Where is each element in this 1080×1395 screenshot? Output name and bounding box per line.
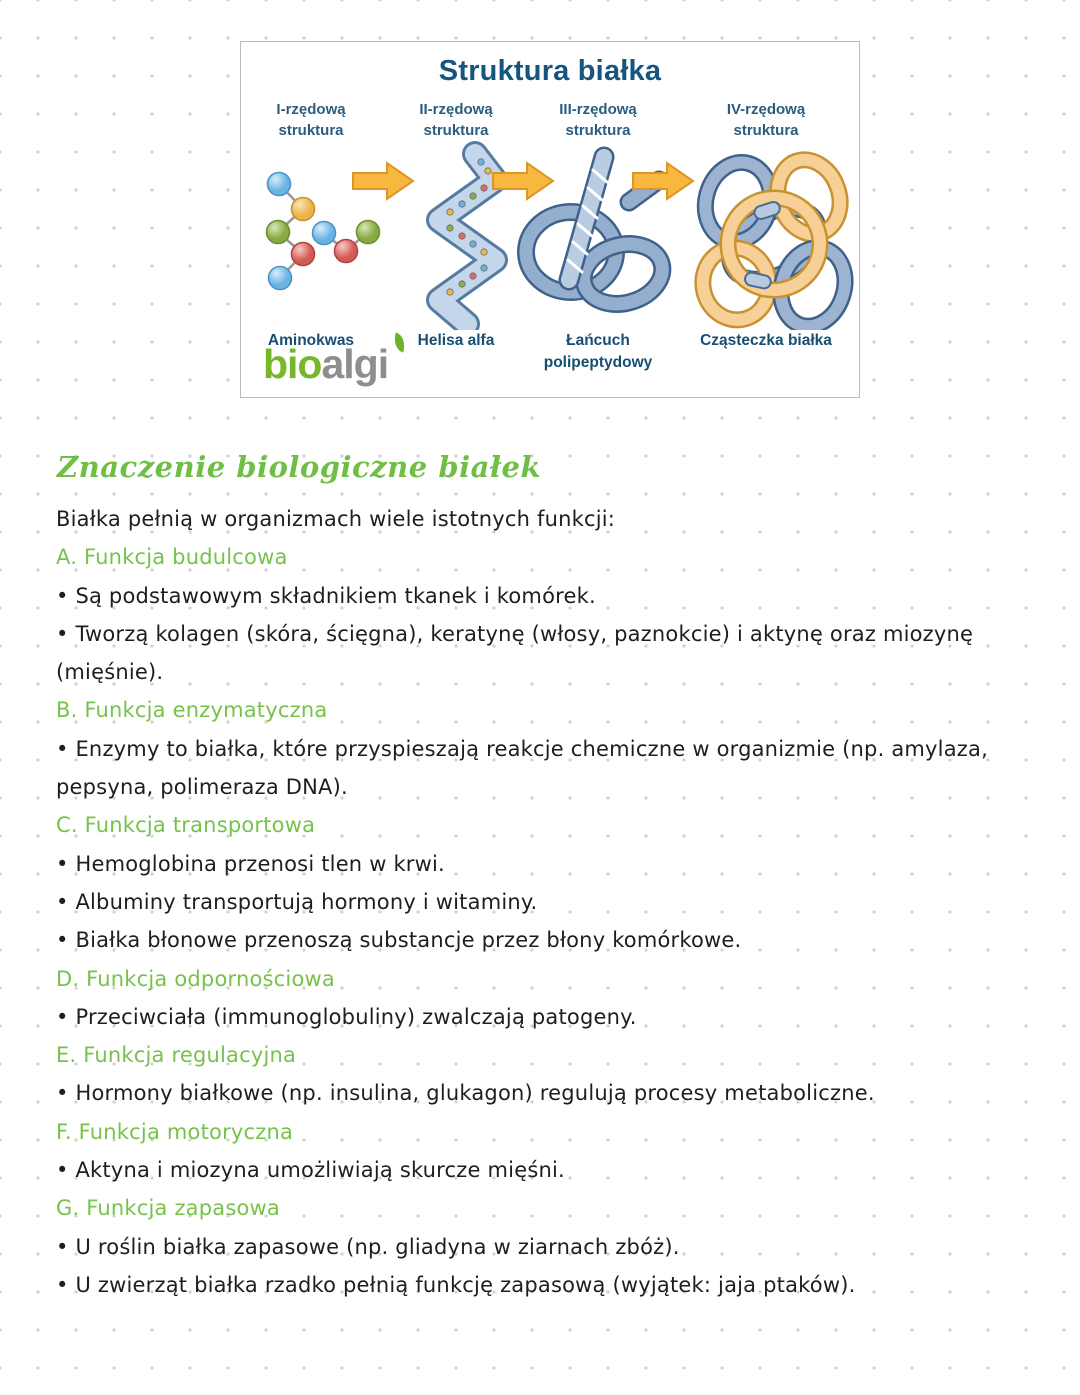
note-line: • Tworzą kolagen (skóra, ścięgna), keratynę (włosy, paznokcie) i aktynę oraz miozynę [56,621,974,646]
amino-acid-molecule-icon [267,173,380,290]
header-line: struktura [423,122,489,139]
protein-molecule-icon [696,151,855,330]
bioalgi-logo [263,340,388,388]
section-heading: D. Funkcja odpornościowa [56,966,335,991]
section-heading: C. Funkcja transportowa [56,813,316,838]
note-line: • U roślin białka zapasowe (np. gliadyna w ziarnach zbóż). [56,1234,680,1259]
section-heading: B. Funkcja enzymatyczna [56,698,328,723]
protein-structure-figure [240,41,860,398]
note-line: • U zwierząt białka rzadko pełnią funkcję zapasową (wyjątek: jaja ptaków). [56,1272,856,1297]
diagram-label-czasteczka-bialka [671,330,861,352]
note-line: Białka pełnią w organizmach wiele istotnych funkcji: [56,507,616,531]
note-line: • Białka błonowe przenoszą substancje przez błony komórkowe. [56,928,742,953]
note-line: • Albuminy transportują hormony i witaminy. [56,889,538,914]
protein-structure-diagram [241,102,861,330]
label-line: Aminokwas [267,332,355,349]
section-heading: G. Funkcja zapasowa [56,1196,280,1221]
label-line: Helisa alfa [417,332,495,349]
section-heading: A. Funkcja budulcowa [56,545,288,570]
header-line: III-rzędową [559,101,637,118]
header-line: II-rzędową [419,101,493,118]
note-line: (mięśnie). [56,660,164,685]
logo-text-bio: bio [263,341,322,387]
header-line: I-rzędową [276,101,346,118]
alpha-helix-icon [439,154,495,324]
header-line: IV-rzędową [726,101,806,118]
header-line: struktura [733,122,799,139]
note-line: • Aktyna i miozyna umożliwiają skurcze mięśni. [56,1158,565,1183]
section-heading: F. Funkcja motoryczna [56,1119,294,1144]
note-line: • Enzymy to białka, które przyspieszają reakcje chemiczne w organizmie (np. amylaza, [56,736,988,761]
label-line: Łańcuch [566,332,630,349]
notes-lines [56,500,1056,1304]
section-heading: E. Funkcja regulacyjna [56,1043,297,1068]
diagram-label-lancuch-polipeptydowy [503,330,693,374]
header-line: struktura [278,122,344,139]
notes-section-title: Znaczenie biologiczne białek [57,450,542,484]
note-line: • Hemoglobina przenosi tlen w krwi. [56,851,445,876]
logo-text-algi: algi [321,341,389,387]
note-line: • Przeciwciała (immunoglobuliny) zwalczają patogeny. [56,1004,637,1029]
note-line: • Są podstawowym składnikiem tkanek i komórek. [56,583,596,608]
note-line: pepsyna, polimeraza DNA). [56,775,348,800]
header-line: struktura [565,122,631,139]
note-line: • Hormony białkowe (np. insulina, glukagon) regulują procesy metaboliczne. [56,1081,875,1106]
label-line: Cząsteczka białka [700,332,832,349]
figure-title: Struktura białka [438,55,662,87]
flow-arrow-icon [353,163,413,199]
label-line: polipeptydowy [543,354,653,371]
